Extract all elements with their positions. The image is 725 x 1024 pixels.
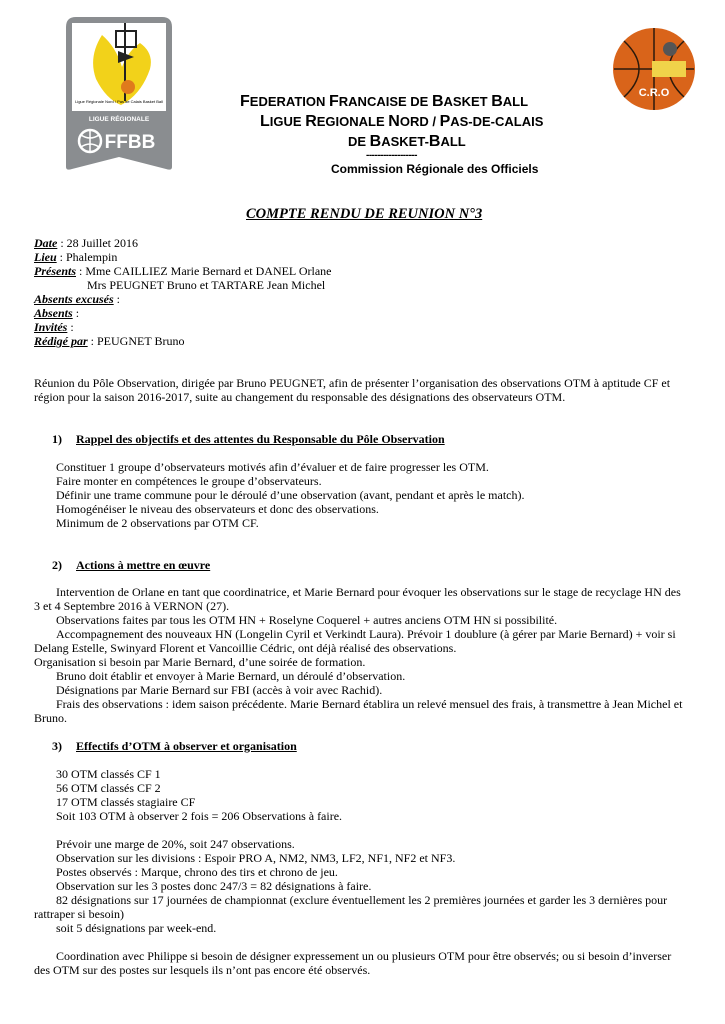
- ffbb-ligue-logo-icon: [66, 17, 172, 171]
- svg-text:C.R.O: C.R.O: [638, 87, 670, 99]
- section-2-line: Frais des observations : idem saison précédente. Marie Bernard établira un relevé mensuel des frais, à transmettre à Jean Michel et: [56, 697, 683, 711]
- document-title: COMPTE RENDU DE REUNION N°3: [246, 206, 483, 222]
- svg-text:Ligue Régionale Nord / Pas de: Ligue Régionale Nord / Pas de Calais Basket Ball: [75, 99, 163, 104]
- section-2-line: Désignations par Marie Bernard sur FBI (accès à voir avec Rachid).: [56, 683, 383, 697]
- section-3-line: 82 désignations sur 17 journées de championnat (exclure éventuellement les 2 premières journées et garder les 3 dernières pour: [56, 893, 668, 907]
- cro-basketball-logo-icon: [612, 27, 696, 111]
- section-2-line: Bruno doit établir et envoyer à Marie Bernard, un déroulé d’observation.: [56, 669, 406, 683]
- commission-name: Commission Régionale des Officiels: [331, 162, 539, 176]
- section-2-line: Accompagnement des nouveaux HN (Longelin Cyril et Verkindt Laura). Prévoir 1 doublure (à gérer par Marie Bernard) + voir si: [56, 627, 676, 641]
- meta-redige: Rédigé par : PEUGNET Bruno: [34, 334, 185, 348]
- section-1-line: Constituer 1 groupe d’observateurs motivés afin d’évaluer et de faire progresser les OTM.: [56, 460, 489, 474]
- section-1-line: Définir une trame commune pour le déroulé d’une observation (avant, pendant et après le match).: [56, 488, 525, 502]
- intro-line: région pour la saison 2016-2017, suite au changement du responsable des désignations des observateurs OTM.: [34, 390, 566, 404]
- section-3-heading: 3) Effectifs d’OTM à observer et organisation: [52, 739, 297, 753]
- section-2-line: Organisation si besoin par Marie Bernard, d’une soirée de formation.: [34, 655, 366, 669]
- svg-text:LIGUE RÉGIONALE: LIGUE RÉGIONALE: [88, 116, 150, 123]
- basket-ball-title: DE BASKET-BALL: [348, 133, 466, 150]
- section-3-line: rattraper si besoin): [34, 907, 124, 921]
- federation-title: FEDERATION FRANCAISE DE BASKET BALL: [240, 93, 529, 110]
- header-separator: ------------------: [366, 150, 417, 161]
- section-3-line: Observation sur les divisions : Espoir PRO A, NM2, NM3, LF2, NF1, NF2 et NF3.: [56, 851, 456, 865]
- section-3-line: Coordination avec Philippe si besoin de désigner expressement un ou plusieurs OTM pour être observés; ou si besoin d’inverser: [56, 949, 672, 963]
- intro-line: Réunion du Pôle Observation, dirigée par Bruno PEUGNET, afin de présenter l’organisation des observations OTM à aptitude CF et: [34, 376, 671, 390]
- section-3-line: Soit 103 OTM à observer 2 fois = 206 Observations à faire.: [56, 809, 343, 823]
- section-3-line: 17 OTM classés stagiaire CF: [56, 795, 196, 809]
- section-3-line: Prévoir une marge de 20%, soit 247 observations.: [56, 837, 295, 851]
- meta-presents: Présents : Mme CAILLIEZ Marie Bernard et DANEL Orlane: [34, 264, 332, 278]
- section-3-line: Observation sur les 3 postes donc 247/3 = 82 désignations à faire.: [56, 879, 372, 893]
- meta-absents: Absents :: [34, 306, 80, 320]
- meta-invites: Invités :: [34, 320, 74, 334]
- section-3-line: soit 5 désignations par week-end.: [56, 921, 217, 935]
- section-3-line: des OTM sur des postes sur lesquels ils n’ont pas encore été observés.: [34, 963, 371, 977]
- section-3-line: 30 OTM classés CF 1: [56, 767, 161, 781]
- section-2-heading: 2) Actions à mettre en œuvre: [52, 558, 211, 572]
- meta-presents-2: Mrs PEUGNET Bruno et TARTARE Jean Michel: [87, 278, 326, 292]
- svg-text:FFBB: FFBB: [104, 132, 156, 153]
- section-2-line: Bruno.: [34, 711, 67, 725]
- meta-date: Date : 28 Juillet 2016: [34, 236, 138, 250]
- section-2-line: Observations faites par tous les OTM HN + Roselyne Coquerel + autres anciens OTM HN si possibilité.: [56, 613, 558, 627]
- section-1-heading: 1) Rappel des objectifs et des attentes du Responsable du Pôle Observation: [52, 432, 445, 446]
- meta-lieu: Lieu : Phalempin: [34, 250, 118, 264]
- meta-absents-excuses: Absents excusés :: [34, 292, 121, 306]
- ligue-title: LIGUE REGIONALE NORD / PAS-DE-CALAIS: [260, 113, 544, 130]
- section-1-line: Minimum de 2 observations par OTM CF.: [56, 516, 259, 530]
- section-1-line: Homogénéiser le niveau des observateurs et donc des observations.: [56, 502, 379, 516]
- section-3-line: 56 OTM classés CF 2: [56, 781, 161, 795]
- section-2-line: Intervention de Orlane en tant que coordinatrice, et Marie Bernard pour évoquer les observations sur le stage de recyclage HN des: [56, 585, 681, 599]
- section-2-line: Delang Estelle, Swinyard Florent et Vancoillie Cédric, ont déjà réalisé des observations.: [34, 641, 457, 655]
- section-2-line: 3 et 4 Septembre 2016 à VERNON (27).: [34, 599, 230, 613]
- section-3-line: Postes observés : Marque, chrono des tirs et chrono de jeu.: [56, 865, 338, 879]
- section-1-line: Faire monter en compétences le groupe d’observateurs.: [56, 474, 322, 488]
